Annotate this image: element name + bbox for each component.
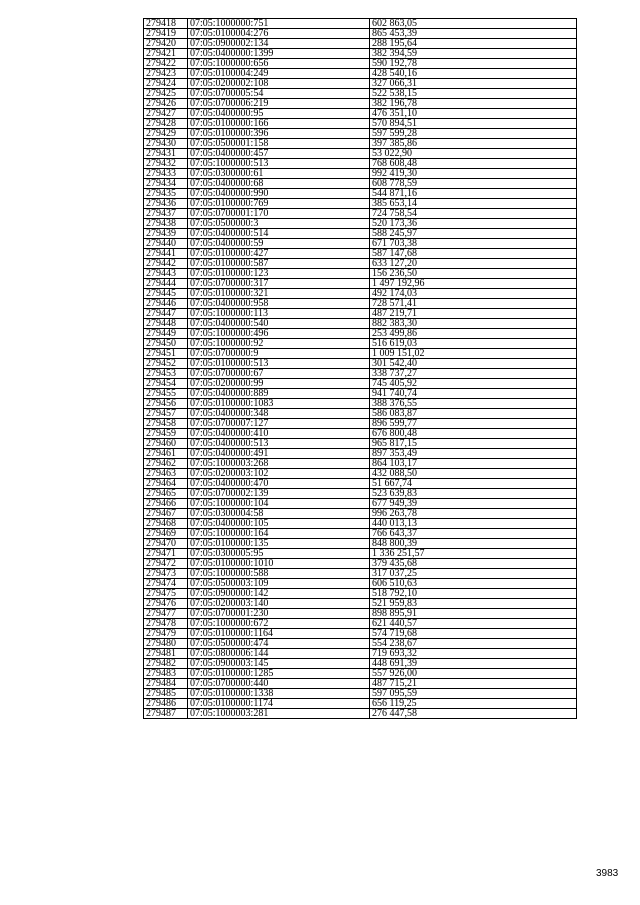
value-cell: 865 453,39	[370, 29, 577, 39]
table-row	[144, 319, 577, 329]
row-number-cell: 279425	[144, 89, 188, 99]
value-cell: 965 817,15	[370, 439, 577, 449]
table-row	[144, 189, 577, 199]
row-number-cell: 279487	[144, 709, 188, 719]
value-cell: 676 800,48	[370, 429, 577, 439]
value-cell: 633 127,20	[370, 259, 577, 269]
row-number-cell: 279424	[144, 79, 188, 89]
table-row	[144, 659, 577, 669]
table-row	[144, 379, 577, 389]
value-cell: 586 083,87	[370, 409, 577, 419]
cadastral-number-cell: 07:05:1000003:268	[188, 459, 370, 469]
row-number-cell: 279459	[144, 429, 188, 439]
value-cell: 996 263,78	[370, 509, 577, 519]
table-row	[144, 399, 577, 409]
row-number-cell: 279476	[144, 599, 188, 609]
row-number-cell: 279458	[144, 419, 188, 429]
table-row	[144, 429, 577, 439]
cadastral-number-cell: 07:05:0400000:68	[188, 179, 370, 189]
value-cell: 1 497 192,96	[370, 279, 577, 289]
row-number-cell: 279474	[144, 579, 188, 589]
value-cell: 745 405,92	[370, 379, 577, 389]
row-number-cell: 279439	[144, 229, 188, 239]
row-number-cell: 279455	[144, 389, 188, 399]
table-row	[144, 109, 577, 119]
cadastral-number-cell: 07:05:0100000:513	[188, 359, 370, 369]
table-row	[144, 119, 577, 129]
value-cell: 521 959,83	[370, 599, 577, 609]
value-cell: 719 693,32	[370, 649, 577, 659]
cadastral-number-cell: 07:05:1000000:496	[188, 329, 370, 339]
row-number-cell: 279446	[144, 299, 188, 309]
row-number-cell: 279462	[144, 459, 188, 469]
table-row	[144, 89, 577, 99]
cadastral-number-cell: 07:05:1000000:751	[188, 19, 370, 29]
value-cell: 587 147,68	[370, 249, 577, 259]
row-number-cell: 279437	[144, 209, 188, 219]
row-number-cell: 279435	[144, 189, 188, 199]
row-number-cell: 279456	[144, 399, 188, 409]
table-row	[144, 329, 577, 339]
value-cell: 476 351,10	[370, 109, 577, 119]
value-cell: 448 691,39	[370, 659, 577, 669]
value-cell: 156 236,50	[370, 269, 577, 279]
cadastral-number-cell: 07:05:0200000:99	[188, 379, 370, 389]
cadastral-number-cell: 07:05:0400000:95	[188, 109, 370, 119]
row-number-cell: 279452	[144, 359, 188, 369]
value-cell: 554 238,67	[370, 639, 577, 649]
value-cell: 276 447,58	[370, 709, 577, 719]
row-number-cell: 279428	[144, 119, 188, 129]
table-row	[144, 689, 577, 699]
cadastral-number-cell: 07:05:0200002:108	[188, 79, 370, 89]
row-number-cell: 279418	[144, 19, 188, 29]
value-cell: 382 196,78	[370, 99, 577, 109]
value-cell: 590 192,78	[370, 59, 577, 69]
cadastral-number-cell: 07:05:1000000:92	[188, 339, 370, 349]
table-row	[144, 369, 577, 379]
table-row	[144, 279, 577, 289]
value-cell: 522 538,15	[370, 89, 577, 99]
page-number: 3983	[596, 868, 619, 879]
value-cell: 487 715,21	[370, 679, 577, 689]
row-number-cell: 279475	[144, 589, 188, 599]
table-row	[144, 669, 577, 679]
cadastral-number-cell: 07:05:0400000:457	[188, 149, 370, 159]
cadastral-number-cell: 07:05:1000000:113	[188, 309, 370, 319]
row-number-cell: 279467	[144, 509, 188, 519]
value-cell: 51 667,74	[370, 479, 577, 489]
table-row	[144, 679, 577, 689]
value-cell: 897 353,49	[370, 449, 577, 459]
row-number-cell: 279433	[144, 169, 188, 179]
cadastral-number-cell: 07:05:0100000:1285	[188, 669, 370, 679]
row-number-cell: 279429	[144, 129, 188, 139]
row-number-cell: 279432	[144, 159, 188, 169]
row-number-cell: 279444	[144, 279, 188, 289]
cadastral-number-cell: 07:05:0500001:158	[188, 139, 370, 149]
cadastral-number-cell: 07:05:0100000:427	[188, 249, 370, 259]
table-row	[144, 359, 577, 369]
table-row	[144, 49, 577, 59]
row-number-cell: 279453	[144, 369, 188, 379]
cadastral-number-cell: 07:05:0100000:166	[188, 119, 370, 129]
value-cell: 574 719,68	[370, 629, 577, 639]
table-row	[144, 589, 577, 599]
value-cell: 440 013,13	[370, 519, 577, 529]
row-number-cell: 279478	[144, 619, 188, 629]
row-number-cell: 279434	[144, 179, 188, 189]
value-cell: 544 871,16	[370, 189, 577, 199]
table-row	[144, 469, 577, 479]
cadastral-number-cell: 07:05:0400000:1399	[188, 49, 370, 59]
value-cell: 557 926,00	[370, 669, 577, 679]
cadastral-number-cell: 07:05:0700005:54	[188, 89, 370, 99]
row-number-cell: 279451	[144, 349, 188, 359]
table-row	[144, 269, 577, 279]
value-cell: 992 419,30	[370, 169, 577, 179]
value-cell: 898 895,91	[370, 609, 577, 619]
value-cell: 677 949,39	[370, 499, 577, 509]
cadastral-number-cell: 07:05:1000000:104	[188, 499, 370, 509]
row-number-cell: 279480	[144, 639, 188, 649]
cadastral-number-cell: 07:05:1000000:672	[188, 619, 370, 629]
row-number-cell: 279464	[144, 479, 188, 489]
row-number-cell: 279448	[144, 319, 188, 329]
cadastral-number-cell: 07:05:0100000:321	[188, 289, 370, 299]
cadastral-number-cell: 07:05:0700007:127	[188, 419, 370, 429]
value-cell: 1 009 151,02	[370, 349, 577, 359]
cadastral-number-cell: 07:05:0700002:139	[188, 489, 370, 499]
row-number-cell: 279466	[144, 499, 188, 509]
table-row	[144, 249, 577, 259]
cadastral-number-cell: 07:05:0500000:474	[188, 639, 370, 649]
row-number-cell: 279440	[144, 239, 188, 249]
cadastral-number-cell: 07:05:1000000:588	[188, 569, 370, 579]
cadastral-number-cell: 07:05:0100000:769	[188, 199, 370, 209]
cadastral-number-cell: 07:05:0200003:140	[188, 599, 370, 609]
table-row	[144, 519, 577, 529]
row-number-cell: 279426	[144, 99, 188, 109]
row-number-cell: 279482	[144, 659, 188, 669]
cadastral-number-cell: 07:05:0100000:1338	[188, 689, 370, 699]
row-number-cell: 279442	[144, 259, 188, 269]
table-row	[144, 79, 577, 89]
cadastral-number-cell: 07:05:0400000:513	[188, 439, 370, 449]
row-number-cell: 279468	[144, 519, 188, 529]
cadastral-number-cell: 07:05:0400000:105	[188, 519, 370, 529]
row-number-cell: 279445	[144, 289, 188, 299]
row-number-cell: 279463	[144, 469, 188, 479]
row-number-cell: 279473	[144, 569, 188, 579]
table-row	[144, 699, 577, 709]
table-row	[144, 159, 577, 169]
row-number-cell: 279461	[144, 449, 188, 459]
value-cell: 1 336 251,57	[370, 549, 577, 559]
cadastral-value-table	[143, 18, 577, 719]
value-cell: 382 394,59	[370, 49, 577, 59]
row-number-cell: 279441	[144, 249, 188, 259]
cadastral-number-cell: 07:05:1000000:656	[188, 59, 370, 69]
row-number-cell: 279483	[144, 669, 188, 679]
value-cell: 379 435,68	[370, 559, 577, 569]
cadastral-number-cell: 07:05:0400000:514	[188, 229, 370, 239]
value-cell: 288 195,64	[370, 39, 577, 49]
cadastral-number-cell: 07:05:0400000:889	[188, 389, 370, 399]
table-row	[144, 169, 577, 179]
table-row	[144, 229, 577, 239]
cadastral-number-cell: 07:05:0700000:67	[188, 369, 370, 379]
cadastral-number-cell: 07:05:0700000:9	[188, 349, 370, 359]
row-number-cell: 279477	[144, 609, 188, 619]
cadastral-number-cell: 07:05:0100004:249	[188, 69, 370, 79]
table-row	[144, 19, 577, 29]
value-cell: 597 095,59	[370, 689, 577, 699]
value-cell: 606 510,63	[370, 579, 577, 589]
cadastral-number-cell: 07:05:0900002:134	[188, 39, 370, 49]
value-cell: 516 619,03	[370, 339, 577, 349]
row-number-cell: 279470	[144, 539, 188, 549]
row-number-cell: 279420	[144, 39, 188, 49]
table-row	[144, 709, 577, 719]
value-cell: 656 119,25	[370, 699, 577, 709]
value-cell: 492 174,03	[370, 289, 577, 299]
table-row	[144, 539, 577, 549]
value-cell: 432 088,50	[370, 469, 577, 479]
value-cell: 317 037,25	[370, 569, 577, 579]
table-row	[144, 39, 577, 49]
table-row	[144, 609, 577, 619]
table-body	[144, 19, 577, 719]
row-number-cell: 279419	[144, 29, 188, 39]
value-cell: 671 703,38	[370, 239, 577, 249]
cadastral-number-cell: 07:05:1000000:513	[188, 159, 370, 169]
cadastral-number-cell: 07:05:0700006:219	[188, 99, 370, 109]
value-cell: 338 737,27	[370, 369, 577, 379]
table-row	[144, 149, 577, 159]
row-number-cell: 279430	[144, 139, 188, 149]
value-cell: 768 608,48	[370, 159, 577, 169]
row-number-cell: 279436	[144, 199, 188, 209]
table-row	[144, 639, 577, 649]
value-cell: 570 894,51	[370, 119, 577, 129]
table-row	[144, 339, 577, 349]
cadastral-number-cell: 07:05:0100000:1010	[188, 559, 370, 569]
table-row	[144, 209, 577, 219]
table-row	[144, 29, 577, 39]
value-cell: 327 066,31	[370, 79, 577, 89]
row-number-cell: 279450	[144, 339, 188, 349]
row-number-cell: 279443	[144, 269, 188, 279]
row-number-cell: 279484	[144, 679, 188, 689]
value-cell: 896 599,77	[370, 419, 577, 429]
table-row	[144, 599, 577, 609]
value-cell: 864 103,17	[370, 459, 577, 469]
row-number-cell: 279460	[144, 439, 188, 449]
table-row	[144, 619, 577, 629]
cadastral-number-cell: 07:05:0700001:170	[188, 209, 370, 219]
value-cell: 597 599,28	[370, 129, 577, 139]
cadastral-number-cell: 07:05:0800006:144	[188, 649, 370, 659]
cadastral-number-cell: 07:05:0300004:58	[188, 509, 370, 519]
row-number-cell: 279481	[144, 649, 188, 659]
table-row	[144, 259, 577, 269]
value-cell: 882 383,30	[370, 319, 577, 329]
table-row	[144, 439, 577, 449]
table-row	[144, 559, 577, 569]
value-cell: 602 863,05	[370, 19, 577, 29]
table-row	[144, 629, 577, 639]
row-number-cell: 279469	[144, 529, 188, 539]
value-cell: 388 376,55	[370, 399, 577, 409]
cadastral-number-cell: 07:05:0100000:396	[188, 129, 370, 139]
value-cell: 397 385,86	[370, 139, 577, 149]
cadastral-number-cell: 07:05:0400000:958	[188, 299, 370, 309]
cadastral-number-cell: 07:05:0700000:317	[188, 279, 370, 289]
table-row	[144, 579, 577, 589]
table-row	[144, 69, 577, 79]
cadastral-number-cell: 07:05:0400000:540	[188, 319, 370, 329]
value-cell: 385 653,14	[370, 199, 577, 209]
cadastral-number-cell: 07:05:0200003:102	[188, 469, 370, 479]
cadastral-number-cell: 07:05:0100000:1174	[188, 699, 370, 709]
table-row	[144, 99, 577, 109]
table-row	[144, 499, 577, 509]
table-row	[144, 389, 577, 399]
value-cell: 941 740,74	[370, 389, 577, 399]
value-cell: 520 173,36	[370, 219, 577, 229]
table-row	[144, 309, 577, 319]
value-cell: 487 219,71	[370, 309, 577, 319]
value-cell: 518 792,10	[370, 589, 577, 599]
cadastral-number-cell: 07:05:0400000:348	[188, 409, 370, 419]
row-number-cell: 279479	[144, 629, 188, 639]
value-cell: 621 440,57	[370, 619, 577, 629]
row-number-cell: 279427	[144, 109, 188, 119]
table-row	[144, 409, 577, 419]
value-cell: 428 540,16	[370, 69, 577, 79]
cadastral-number-cell: 07:05:0400000:491	[188, 449, 370, 459]
cadastral-number-cell: 07:05:0100000:123	[188, 269, 370, 279]
table-row	[144, 419, 577, 429]
cadastral-number-cell: 07:05:0100000:135	[188, 539, 370, 549]
table-row	[144, 59, 577, 69]
table-row	[144, 349, 577, 359]
table-row	[144, 239, 577, 249]
table-row	[144, 199, 577, 209]
cadastral-number-cell: 07:05:0700001:230	[188, 609, 370, 619]
value-cell: 766 643,37	[370, 529, 577, 539]
table-row	[144, 179, 577, 189]
value-cell: 588 245,97	[370, 229, 577, 239]
row-number-cell: 279465	[144, 489, 188, 499]
row-number-cell: 279454	[144, 379, 188, 389]
value-cell: 301 542,40	[370, 359, 577, 369]
cadastral-number-cell: 07:05:0500000:3	[188, 219, 370, 229]
cadastral-number-cell: 07:05:0100004:276	[188, 29, 370, 39]
table-row	[144, 649, 577, 659]
table-row	[144, 299, 577, 309]
table-row	[144, 549, 577, 559]
table-row	[144, 459, 577, 469]
cadastral-number-cell: 07:05:0300000:61	[188, 169, 370, 179]
cadastral-number-cell: 07:05:0100000:1164	[188, 629, 370, 639]
row-number-cell: 279422	[144, 59, 188, 69]
cadastral-number-cell: 07:05:0400000:470	[188, 479, 370, 489]
value-cell: 523 639,83	[370, 489, 577, 499]
row-number-cell: 279457	[144, 409, 188, 419]
value-cell: 728 571,41	[370, 299, 577, 309]
row-number-cell: 279471	[144, 549, 188, 559]
row-number-cell: 279438	[144, 219, 188, 229]
cadastral-number-cell: 07:05:0400000:990	[188, 189, 370, 199]
row-number-cell: 279472	[144, 559, 188, 569]
table-row	[144, 449, 577, 459]
table-row	[144, 489, 577, 499]
value-cell: 724 758,54	[370, 209, 577, 219]
table-row	[144, 529, 577, 539]
row-number-cell: 279447	[144, 309, 188, 319]
row-number-cell: 279421	[144, 49, 188, 59]
cadastral-number-cell: 07:05:0100000:1083	[188, 399, 370, 409]
table-row	[144, 569, 577, 579]
table-row	[144, 479, 577, 489]
value-cell: 848 800,39	[370, 539, 577, 549]
table-row	[144, 219, 577, 229]
row-number-cell: 279486	[144, 699, 188, 709]
value-cell: 253 499,86	[370, 329, 577, 339]
table-row	[144, 139, 577, 149]
cadastral-number-cell: 07:05:0900000:142	[188, 589, 370, 599]
row-number-cell: 279449	[144, 329, 188, 339]
table-row	[144, 289, 577, 299]
value-cell: 608 778,59	[370, 179, 577, 189]
row-number-cell: 279485	[144, 689, 188, 699]
cadastral-number-cell: 07:05:0900003:145	[188, 659, 370, 669]
cadastral-number-cell: 07:05:0100000:587	[188, 259, 370, 269]
cadastral-number-cell: 07:05:0700000:440	[188, 679, 370, 689]
cadastral-number-cell: 07:05:1000000:164	[188, 529, 370, 539]
cadastral-number-cell: 07:05:0500003:109	[188, 579, 370, 589]
cadastral-number-cell: 07:05:0300005:95	[188, 549, 370, 559]
row-number-cell: 279423	[144, 69, 188, 79]
table-row	[144, 509, 577, 519]
row-number-cell: 279431	[144, 149, 188, 159]
cadastral-number-cell: 07:05:0400000:59	[188, 239, 370, 249]
cadastral-number-cell: 07:05:1000003:281	[188, 709, 370, 719]
cadastral-number-cell: 07:05:0400000:410	[188, 429, 370, 439]
value-cell: 53 022,90	[370, 149, 577, 159]
table-row	[144, 129, 577, 139]
